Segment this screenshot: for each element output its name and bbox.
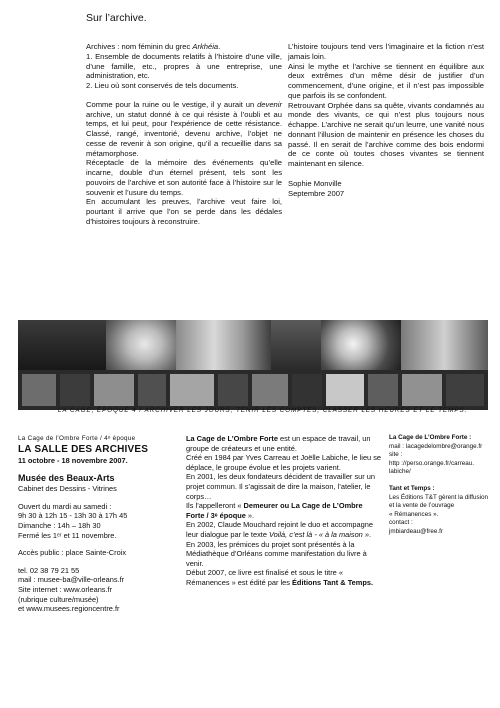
contact-line: site : <box>389 451 403 459</box>
museum-cabinet: Cabinet des Dessins - Vitrines <box>18 484 117 494</box>
contact-heading: Tant et Temps : <box>389 484 435 492</box>
contact-line: « Rémanences ». <box>389 510 439 518</box>
history-paragraph: En 2001, les deux fondateurs décident de travailler sur un projet commun. Il s’agissait de dire la maison, l’atelier, le corps… <box>186 472 375 501</box>
contacts-info <box>389 434 493 537</box>
contact-line: contact : <box>389 519 413 527</box>
essay-paragraph: Ainsi le mythe et l’archive se tiennent en équilibre aux deux extrêmes d’un même désir de justifier d’un commencement, d’une origine, et il n’est pas impossible que parfois ils se confondent. <box>288 61 484 100</box>
signature-date: Septembre 2007 <box>288 188 345 198</box>
history-paragraph: Début 2007, ce livre est finalisé et sous le titre « Rémanences » est édité par les Éditions Tant & Temps. <box>186 568 374 587</box>
contact-line[interactable]: labiche/ <box>389 468 411 476</box>
essay-paragraph: Comme pour la ruine ou le vestige, il y aurait un devenir archive, un statut donné à ce qui résiste à l’oubli et au temps, et lui peut, pour l’expérience de cette résistance. Classé, rangé, inventorié, devenu archive, l’objet ne cesse de revenir à son origine, qu’il a recueillie dans sa métamorphose. <box>86 99 282 158</box>
museum-name: Musée des Beaux-Arts <box>18 473 115 484</box>
contact-line[interactable]: et www.musees.regioncentre.fr <box>18 604 120 614</box>
film-band <box>18 370 488 410</box>
company-history <box>186 434 382 588</box>
contact-line: (rubrique culture/musée) <box>18 594 99 604</box>
essay-paragraph: Retrouvant Orphée dans sa quête, vivants condamnés au monde des vivants, ce qui n’est plus toujours nous échappe. L’archive ne serait qu’un leurre, une vanité nous donnant l’illusion de maintenir en présence les choses du passé. Il en serait de l’archive comme des bois endormi de ce conte où toutes choses vivantes se tiennent maintenant en silence. <box>288 100 484 168</box>
photo-caption: LA CAGE, ÉPOQUE 4 / ARCHIVER LES JOURS, TENIR LES COMPTES, CLASSER LES HEURES ET LE TEMPS. <box>58 407 468 414</box>
exhibition-title: LA SALLE DES ARCHIVES <box>18 443 149 455</box>
access-line: Accès public : place Sainte-Croix <box>18 548 127 558</box>
hours-line: 9h 30 à 12h 15 - 13h 30 à 17h 45 <box>18 511 128 521</box>
exhibition-info <box>18 434 178 614</box>
contact-heading: La Cage de L’Ombre Forte : <box>389 434 472 441</box>
contact-line[interactable]: mail : musee-ba@ville-orleans.fr <box>18 575 125 585</box>
essay-title: Sur l’archive. <box>86 12 147 24</box>
signature-name: Sophie Monville <box>288 178 342 188</box>
exhibition-dates: 11 octobre - 18 novembre 2007. <box>18 455 128 465</box>
definition-intro: Archives : nom féminin du grec Arkhéia. <box>86 42 221 51</box>
history-paragraph: En 2002, Claude Mouchard rejoint le duo et accompagne leur dialogue par le texte Voilà, c’est là - « à la maison ». <box>186 520 373 539</box>
definition-2: 2. Lieu où sont conservés de tels documents. <box>86 81 239 90</box>
contact-line[interactable]: http ://perso.orange.fr/carreau. <box>389 459 475 467</box>
contact-line[interactable]: Site internet : www.orleans.fr <box>18 584 113 594</box>
definition-1: 1. Ensemble de documents relatifs à l’histoire d’une ville, d’une famille, etc., propres à une entreprise, une administration, etc. <box>86 51 282 81</box>
archive-photo-strip <box>18 320 488 410</box>
history-paragraph: La Cage de L’Ombre Forte est un espace de travail, un groupe de créateurs et une entité. <box>186 434 371 453</box>
essay-left-column <box>86 42 282 227</box>
history-paragraph: Ils l’appelleront « Demeurer ou La Cage de L’Ombre Forte / 3ᵉ époque ». <box>186 501 363 520</box>
contact-line[interactable]: mail : lacagedelombre@orange.fr <box>389 442 483 450</box>
contact-line[interactable]: jmbiardeau@free.fr <box>389 527 443 535</box>
essay-paragraph: En accumulant les preuves, l’archive veut faire loi, pourtant il arrive que l’on se perde dans les dédales d’histoires toujours à reconstruire. <box>86 197 282 226</box>
company-line: La Cage de l’Ombre Forte / 4ᵉ époque <box>18 435 136 442</box>
contact-line: Les Éditions T&T gèrent la diffusion <box>389 493 489 501</box>
hours-line: Dimanche : 14h – 18h 30 <box>18 520 101 530</box>
essay-right-column <box>288 42 484 198</box>
hours-line: Ouvert du mardi au samedi : <box>18 501 112 511</box>
essay-paragraph: Réceptacle de la mémoire des événements qu’elle incarne, double d’un éternel présent, tels sont les pouvoirs de l’archive et son autorité face à l’histoire sur le souvenir et l’usure du temps. <box>86 158 282 197</box>
contact-line: et la vente de l’ouvrage <box>389 502 455 510</box>
hours-line: Fermé les 1ᵉʳ et 11 novembre. <box>18 530 117 540</box>
history-paragraph: Créé en 1984 par Yves Carreau et Joëlle Labiche, le lieu se déplace, le groupe évolue et les projets varient. <box>186 453 382 472</box>
contact-line: tel. 02 38 79 21 55 <box>18 565 80 575</box>
essay-paragraph: L’histoire toujours tend vers l’imaginaire et la fiction n’est jamais loin. <box>288 42 484 61</box>
history-paragraph: En 2003, les prémices du projet sont présentés à la Médiathèque d’Orléans comme manifestation du livre à venir. <box>186 539 367 568</box>
